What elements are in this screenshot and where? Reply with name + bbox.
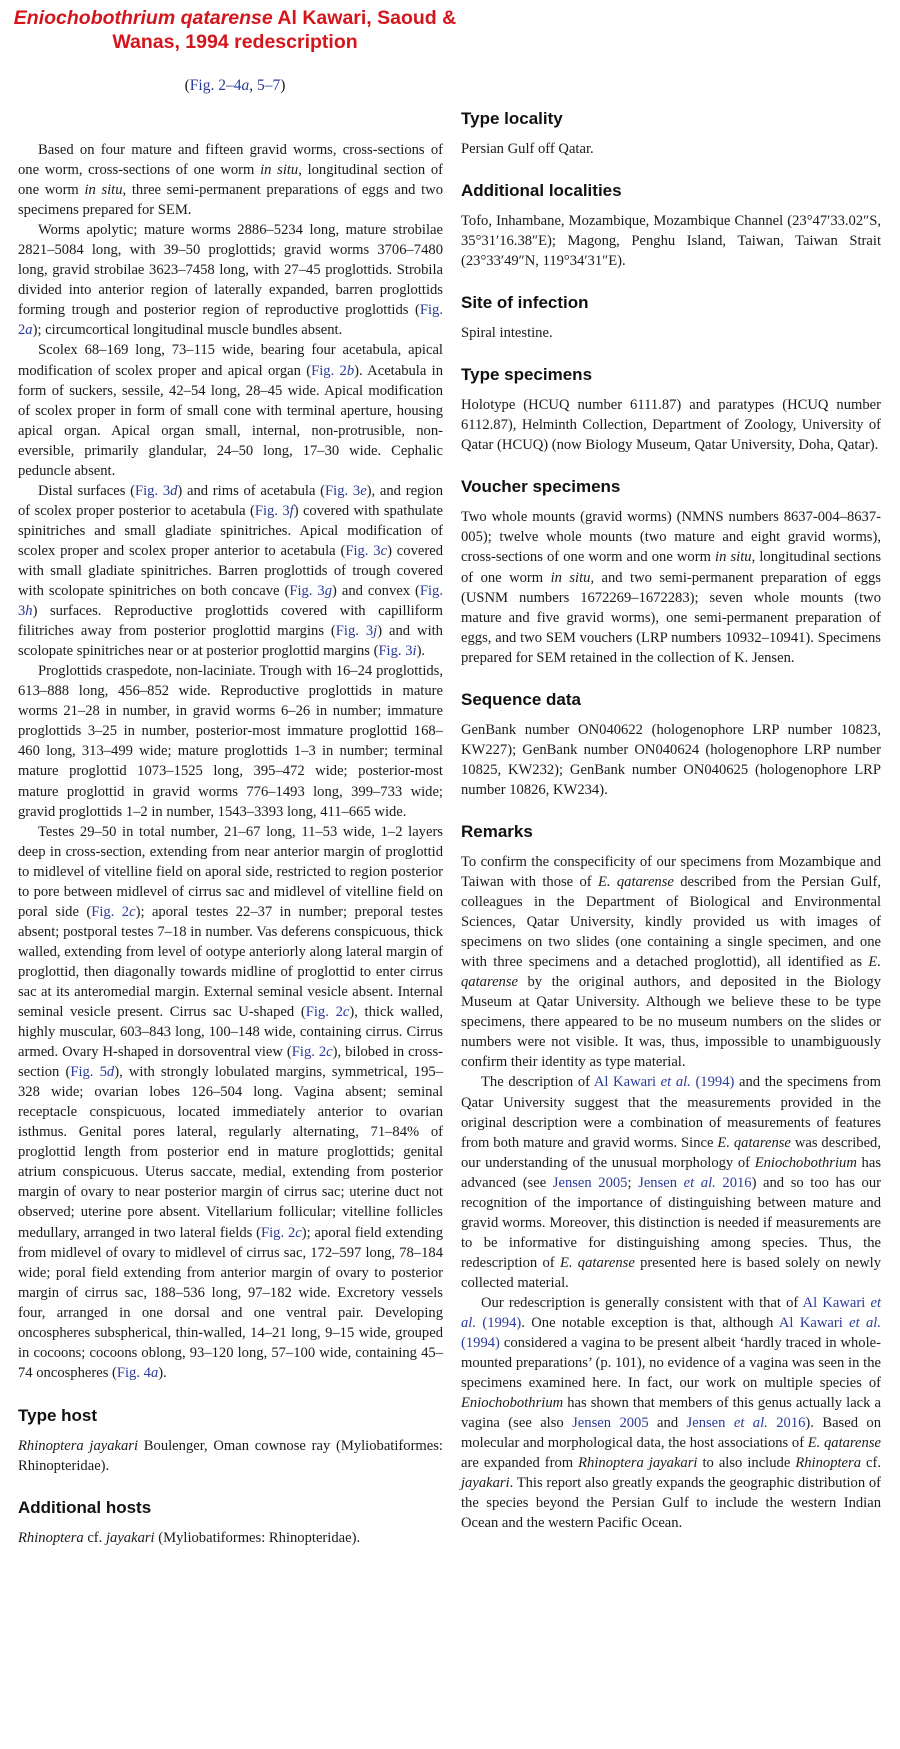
figure-link-2-4a[interactable]: [190, 77, 249, 94]
text-run: Our redescription is generally consistent with that of: [481, 1294, 803, 1311]
text-run: ): [280, 77, 286, 94]
text-run: ); circumcortical longitudinal muscle bundles absent.: [32, 322, 343, 339]
text-run: ), and region of scolex proper posterior to acetabula (: [18, 482, 443, 519]
text-run: . This report also greatly expands the geographic distribution of the species beyond the Persian Gulf to include the western Indian Ocean and the western Pacific Ocean.: [461, 1475, 881, 1532]
italic-text: d: [170, 482, 178, 499]
text-run: (1994): [461, 1335, 500, 1352]
text-run: Fig. 3: [378, 643, 413, 660]
section-voucher-specimens: [461, 476, 881, 667]
section-heading: Type specimens: [461, 365, 593, 385]
text-run: Fig. 4: [116, 1364, 151, 1381]
section-text: Spiral intestine.: [461, 325, 553, 342]
section-additional-localities: [461, 180, 881, 271]
figure-link[interactable]: [378, 643, 416, 659]
text-run: ) covered with small gladiate spinitriches. Barren proglottids of trough covered with scolopate spinitriches on both concave (: [18, 542, 443, 600]
text-run: has advanced (see: [461, 1154, 881, 1191]
left-column: [18, 140, 443, 1569]
text-run: are expanded from: [461, 1455, 579, 1472]
right-column: [461, 108, 881, 1555]
species-authority: Al Kawari, Saoud &: [272, 7, 457, 29]
citation-link-jensen-2005[interactable]: Jensen 2005: [572, 1415, 649, 1432]
text-run: cf.: [861, 1455, 881, 1472]
figure-link[interactable]: [261, 1225, 302, 1241]
section-additional-hosts: [18, 1497, 443, 1548]
italic-text: a: [25, 322, 33, 339]
figure-link[interactable]: [325, 483, 367, 499]
text-run: ) and with scolopate spinitriches near or at posterior proglottid margins (: [18, 623, 443, 660]
text-run: Fig. 3: [254, 502, 290, 519]
italic-text: c: [129, 903, 136, 920]
figure-link[interactable]: [306, 1004, 350, 1020]
section-heading: Remarks: [461, 821, 533, 841]
figure-link[interactable]: [289, 583, 332, 599]
text-run: 2016: [715, 1174, 752, 1191]
italic-text: f: [289, 502, 294, 519]
italic-text: Rhinoptera jayakari: [18, 1437, 139, 1454]
italic-text: d: [106, 1064, 115, 1081]
figure-references: [0, 76, 470, 96]
section-text: GenBank number ON040622 (hologenophore LRP number 10823, KW227); GenBank number ON040624 (hologenophore LRP number 10825, KW232); GenBank number ON040625 (hologenophore LRP number 10826, KW234).: [461, 721, 881, 798]
section-type-locality: [461, 108, 881, 159]
text-run: cf.: [83, 1530, 106, 1546]
italic-text: Rhinoptera: [795, 1455, 861, 1472]
text-run: Scolex 68–169 long, 73–115 wide, bearing four acetabula, apical modification of scolex proper and apical organ (: [18, 342, 443, 379]
remarks-paragraph-3: [461, 1293, 881, 1534]
italic-text: c: [342, 1004, 350, 1021]
figure-link[interactable]: [345, 543, 387, 559]
section-heading: Type locality: [461, 109, 563, 128]
italic-text: a: [241, 77, 250, 94]
citation-link-jensen-2016[interactable]: [638, 1175, 751, 1191]
text-run: , and two semi-permanent preparation of eggs (USNM numbers 1672269–1672283); seven whole mounts (two mature and five gravid worms), one semi-permanent preparation of eggs, and two SEM vouchers (LRP numbers 10932–10941). Specimens prepared for SEM retained in the collection of K. Jensen.: [461, 569, 881, 666]
text-run: Two whole mounts (gravid worms) (NMNS numbers 8637-004–8637-005); twelve whole mounts (two mature and eight gravid worms), cross-sections of one worm and one worm: [461, 509, 881, 566]
figure-link[interactable]: [292, 1044, 333, 1060]
text-run: ) and rims of acetabula (: [177, 482, 326, 499]
text-run: 2016: [767, 1415, 806, 1432]
section-type-host: [18, 1405, 443, 1476]
italic-text: E. qatarense: [597, 873, 674, 890]
text-run: Fig. 2–4: [189, 77, 242, 94]
text-run: ).: [158, 1364, 167, 1381]
section-heading: Sequence data: [461, 689, 581, 709]
text-run: Fig. 2: [261, 1224, 296, 1241]
title-line-2: Wanas, 1994 redescription: [112, 31, 358, 53]
figure-link[interactable]: [70, 1064, 114, 1080]
text-run: presented here is based solely on newly collected material.: [461, 1254, 881, 1291]
text-run: ); aporal field extending from midlevel of ovary to midlevel of cirrus sac, 172–597 long, 78–184 wide; poral field extending from anterior margin of ovary to posterior margin of cirrus sac, 188–536 long, 97–182 wide. Excretory vessels four, arranged in one dorsal and one ventral pair. Developing oncospheres subspherical, thin-walled, 14–21 long, 9–15 wide, grouped in cocoons; cocoons oblong, 93–120 long, 57–100 wide, containing 45–74 oncospheres (: [18, 1224, 444, 1381]
text-run: has shown that members of this genus actually lack a vagina (see also: [461, 1395, 881, 1432]
italic-text: in situ: [84, 182, 123, 199]
italic-text: jayakari: [461, 1475, 510, 1492]
text-run: (1994): [690, 1074, 735, 1091]
section-text: [18, 1528, 443, 1548]
text-run: Jensen: [638, 1174, 684, 1191]
paragraph-scolex: [18, 340, 443, 480]
text-run: , longitudinal section of one worm: [18, 162, 443, 199]
italic-text: e: [360, 482, 367, 499]
text-run: Fig. 2: [291, 1044, 327, 1061]
text-run: , three semi-permanent preparations of eggs and two specimens prepared for SEM.: [18, 182, 443, 219]
section-text: [18, 1436, 443, 1476]
text-run: ) covered with spathulate spinitriches and small gladiate spinitriches. Apical modification of scolex proper and scolex proper anterior to acetabula (: [18, 502, 443, 559]
text-run: ), thick walled, highly muscular, 603–843 long, 100–148 wide, containing cirrus. Cirrus armed. Ovary H-shaped in dorsoventral view (: [18, 1004, 443, 1061]
italic-text: et al.: [683, 1174, 716, 1191]
section-text: [461, 507, 881, 667]
section-text: Holotype (HCUQ number 6111.87) and paratypes (HCUQ number 6112.87), Helminth Collection, Department of Zoology, University of Qatar (HCUQ) (now Biology Museum, Qatar University, Doha, Qatar).: [461, 397, 881, 454]
italic-text: et al.: [660, 1074, 691, 1091]
text-run: The description of: [481, 1074, 594, 1091]
text-run: (Myliobatiformes: Rhinopteridae).: [154, 1530, 361, 1546]
text-run: Distal surfaces (: [38, 482, 135, 499]
text-run: (: [184, 77, 190, 94]
text-run: Fig. 3: [18, 583, 443, 620]
italic-text: et al.: [849, 1315, 882, 1332]
text-run: ), with strongly lobulated margins, symmetrical, 195–328 wide; ovarian lobes 126–504 long. Vagina absent; seminal receptacle conspicuous, located immediately anterior to ovarian isthmus. Genital pores lateral, regularly alternating, 71–84% of proglottid length from posterior end in mature proglottids; genital atrium conspicuous. Uterus saccate, medial, extending from posterior margin of ovary to near posterior margin of cirrus sac; uterine duct not observed; uterine pore absent. Vitellarium follicular; vitelline follicles medullary, arranged in two lateral fields (: [18, 1064, 444, 1241]
text-run: ); aporal testes 22–37 in number; preporal testes absent; postporal testes 7–18 in number. Vas deferens conspicuous, thick walled, extending from level of ootype anteriorly along lateral margin of proglottid, then diagonally towards midline of proglottid to enter cirrus sac at its anteromedial margin. External seminal vesicle absent. Internal seminal vesicle present. Cirrus sac U-shaped (: [18, 903, 444, 1021]
text-run: Boulenger, Oman cownose ray (Myliobatiformes: Rhinopteridae).: [18, 1437, 443, 1474]
italic-text: b: [346, 362, 355, 379]
text-run: to also include: [697, 1455, 796, 1472]
species-name: Eniochobothrium qatarense: [13, 7, 273, 29]
text-run: ) surfaces. Reproductive proglottids covered with capilliform filitriches away from posterior proglottid margins (: [18, 603, 443, 640]
text-run: ;: [627, 1174, 639, 1191]
text-run: Fig. 3: [134, 482, 171, 499]
remarks-paragraph-1: [461, 852, 881, 1073]
section-heading: Site of infection: [461, 293, 589, 313]
text-run: Fig. 3: [289, 583, 325, 600]
italic-text: jayakari: [105, 1530, 155, 1546]
text-run: by the original authors, and deposited in the Biology Museum at Qatar University. Although we believe these to be type specimens, there appeared to be no museum numbers on the slides or numbers were not visible. It was, thus, impossible to unambiguously confirm their identity as type material.: [461, 974, 881, 1071]
text-run: To confirm the conspecificity of our specimens from Mozambique and Taiwan with those of: [461, 853, 881, 890]
text-run: Al Kawari: [802, 1294, 871, 1311]
figure-link[interactable]: [336, 623, 377, 639]
text-run: Fig. 3: [345, 542, 381, 559]
text-run: considered a vagina to be present albeit ‘hardly traced in whole-mounted preparations’ (p. 101), no evidence of a vagina was seen in the specimens examined here. In fact, our work on multiple species of: [461, 1335, 881, 1392]
text-run: described from the Persian Gulf, colleagues in the Department of Biological and Environmental Sciences, Qatar University, kindly provided us with images of specimens on two slides (one containing a single specimen, and one with three specimens and a detached proglottid), all identified as: [461, 873, 881, 971]
section-sequence-data: [461, 689, 881, 800]
italic-text: c: [326, 1044, 333, 1061]
italic-text: c: [380, 542, 388, 559]
italic-text: E. qatarense: [717, 1134, 791, 1151]
italic-text: et al.: [461, 1294, 882, 1332]
italic-text: g: [324, 583, 333, 600]
italic-text: h: [25, 603, 33, 620]
section-heading: Additional localities: [461, 181, 622, 201]
text-run: and the specimens from Qatar University suggest that the measurements provided in the original description were a combination of measurements of features from both mature and gravid worms. Since: [461, 1074, 881, 1151]
text-run: ), bilobed in cross-section (: [18, 1044, 443, 1081]
section-heading: Type host: [18, 1405, 98, 1425]
text-run: ) and so too has our recognition of the importance of distinguishing between mature and gravid worms. Moreover, this distinction is needed if measurements are to be informative for distinguishing among species. Thus, the redescription of: [461, 1174, 882, 1271]
text-run: Fig. 2: [91, 903, 130, 920]
section-text: Persian Gulf off Qatar.: [461, 141, 594, 157]
section-type-specimens: [461, 364, 881, 455]
text-run: ).: [416, 643, 426, 660]
figure-link[interactable]: [311, 363, 354, 379]
text-run: ) and convex (: [332, 583, 420, 600]
section-site-of-infection: [461, 292, 881, 343]
figure-link[interactable]: [255, 503, 294, 519]
paragraph-surfaces: [18, 481, 443, 661]
italic-text: E. qatarense: [461, 954, 881, 991]
text-run: Fig. 2: [18, 302, 443, 339]
citation-link-jensen-2016[interactable]: [687, 1415, 806, 1431]
figure-link-5-7[interactable]: 5–7: [256, 77, 281, 94]
text-run: ). Acetabula in form of suckers, sessile, 42–54 long, 28–45 wide. Apical modification of scolex proper in form of small cone with terminal aperture, housing apical organ. Apical organ small, internal, non-protrusible, non-eversible, primarily glandular, 24–50 long, 17–30 wide. Cephalic peduncle absent.: [18, 362, 444, 479]
text-run: Jensen: [686, 1415, 734, 1432]
text-run: (1994): [476, 1315, 522, 1332]
figure-link[interactable]: [91, 904, 135, 920]
italic-text: in situ: [715, 549, 752, 566]
paragraph-material: [18, 140, 443, 220]
paragraph-proglottids: [18, 661, 443, 821]
section-heading: Voucher specimens: [461, 477, 621, 497]
italic-text: Rhinoptera: [18, 1530, 84, 1546]
paragraph-testes: [18, 822, 443, 1383]
text-run: Worms apolytic; mature worms 2886–5234 long, mature strobilae 2821–5084 long, with 39–50 proglottids; gravid worms 3706–7480 long, gravid strobilae 3623–7458 long, with 27–45 proglottids. Strobila divided into anterior region of laterally expanded, barren proglottids forming trough and posterior region of reproductive proglottids (: [18, 222, 443, 319]
text-run: Proglottids craspedote, non-laciniate. Trough with 16–24 proglottids, 613–888 long, 456–852 wide. Reproductive proglottids in mature worms 21–28 in number, in gravid worms 6–26 in number; immature proglottids 3–25 in number, posterior-most immature proglottid 168–460 long, 313–499 wide; mature proglottids 1–3 in number; terminal mature proglottid 1073–1525 long, 395–472 wide; posterior-most mature proglottid in gravid worms 776–1493 long, 399–733 wide; gravid proglottids 1–2 in number, 1543–3393 long, 411–665 wide.: [18, 663, 443, 820]
italic-text: Eniochobothrium: [754, 1154, 857, 1171]
article-section-title: [0, 6, 470, 54]
italic-text: i: [412, 643, 417, 660]
text-run: Fig. 2: [305, 1004, 343, 1021]
text-run: was described, our understanding of the unusual morphology of: [461, 1134, 881, 1171]
text-run: Fig. 3: [335, 623, 374, 640]
italic-text: et al.: [733, 1415, 768, 1432]
italic-text: in situ: [260, 162, 299, 179]
figure-link[interactable]: [135, 483, 177, 499]
text-run: , longitudinal sections of one worm: [461, 549, 881, 586]
text-run: Fig. 3: [325, 482, 361, 499]
text-run: Based on four mature and fifteen gravid worms, cross-sections of one worm, cross-sections of one worm: [18, 142, 443, 179]
text-run: and: [648, 1415, 687, 1432]
section-remarks: [461, 821, 881, 1534]
remarks-paragraph-2: [461, 1072, 881, 1293]
italic-text: E. qatarense: [559, 1254, 635, 1271]
citation-link-al-kawari-1994[interactable]: [594, 1074, 735, 1090]
text-run: . One notable exception is that, although: [521, 1315, 779, 1332]
figure-link[interactable]: [117, 1365, 158, 1381]
citation-link-jensen-2005[interactable]: Jensen 2005: [552, 1174, 628, 1191]
italic-text: Eniochobothrium: [461, 1395, 564, 1412]
text-run: Fig. 5: [70, 1064, 107, 1081]
text-run: ). Based on molecular and morphological data, the host associations of: [461, 1415, 882, 1452]
text-run: Testes 29–50 in total number, 21–67 long, 11–53 wide, 1–2 layers deep in cross-section, extending from near anterior margin of proglottid to midlevel of vitelline field on aporal side, restricted to region posterior to pore between midlevel of cirrus sac and midlevel of vitelline field on poral side (: [18, 823, 443, 920]
paragraph-worms: [18, 220, 443, 340]
italic-text: a: [150, 1364, 159, 1381]
italic-text: c: [295, 1224, 302, 1241]
section-heading: Additional hosts: [18, 1498, 152, 1517]
text-run: Al Kawari: [593, 1074, 661, 1091]
text-run: Fig. 2: [311, 362, 347, 379]
italic-text: Rhinoptera jayakari: [578, 1455, 698, 1472]
italic-text: j: [373, 623, 378, 640]
text-run: Al Kawari: [778, 1315, 850, 1332]
italic-text: E. qatarense: [807, 1435, 881, 1452]
text-run: ,: [249, 77, 257, 94]
section-text: Tofo, Inhambane, Mozambique, Mozambique Channel (23°47′33.02″S, 35°31′16.38″E); Magong, Penghu Island, Taiwan, Taiwan Strait (23°33′49″N, 119°34′31″E).: [461, 213, 881, 270]
italic-text: in situ: [550, 569, 591, 586]
